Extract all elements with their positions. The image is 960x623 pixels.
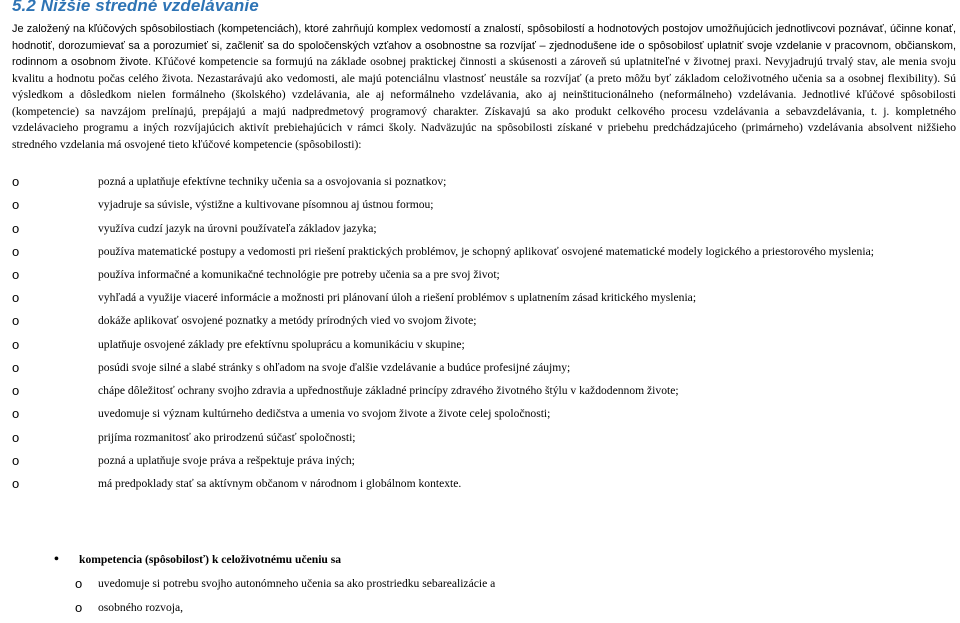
list-item-text: vyhľadá a využije viaceré informácie a možnosti pri plánovaní úloh a riešení problémov s uplatnením zásad kritického myslenia;: [98, 290, 697, 304]
list-item-text: uplatňuje osvojené základy pre efektívnu spoluprácu a komunikáciu v skupine;: [98, 337, 465, 351]
list-marker-icon: o: [12, 266, 20, 282]
intro-rest: Kľúčové kompetencie sa formujú na základe osobnej praktickej činnosti a skúsenosti a zároveň sú uplatniteľné v životnej praxi. Nevyjadrujú trvalý stav, ale menia svoju kvalitu a hodnotu počas celého života. Nezastarávajú ako vedomosti, ale majú potenciálnu vlastnosť neustále sa rozvíjať (a preto môžu byť základom celoživotného učenia sa a osobnej flexibility). Sú výsledkom a dôsledkom nielen formálneho (školského) vzdelávania, ale aj neformálneho vzdelávania, ako aj neinštitucionálneho (neformálneho) vzdelávania. Jednotlivé kľúčové spôsobilosti (kompetencie) sa navzájom prelínajú, prepájajú a majú nadpredmetový programový charakter. Získavajú sa ako produkt celkového procesu vzdelávania a sebavzdelávania, t. j. kompletného vzdelávacieho programu a iných rozvíjajúcich aktivít prebiehajúcich v rámci školy. Nadväzujúc na spôsobilosti získané v priebehu predchádzajúceho (primárneho) vzdelávania absolvent nižšieho stredného vzdelania má osvojené tieto kľúčové kompetencie (spôsobilosti):: [12, 55, 956, 151]
list-item: [12, 174, 956, 190]
list-marker-icon: o: [12, 289, 20, 305]
list-item: [12, 313, 956, 329]
list-item-text: osobného rozvoja,: [98, 600, 184, 614]
list-item-text: dokáže aplikovať osvojené poznatky a metódy prírodných vied vo svojom živote;: [98, 314, 477, 328]
list-item-text: pozná a uplatňuje svoje práva a rešpektuje práva iných;: [98, 454, 355, 468]
list-item-text: posúdi svoje silné a slabé stránky s ohľadom na svoje ďalšie vzdelávanie a budúce profesijné záujmy;: [98, 360, 571, 374]
list-item: [12, 267, 956, 283]
list-marker-icon: o: [12, 383, 20, 399]
list-item-text: uvedomuje si význam kultúrneho dedičstva a umenia vo svojom živote a živote celej spoločnosti;: [98, 407, 551, 421]
list-item: [12, 290, 956, 306]
list-item-text: má predpoklady stať sa aktívnym občanom v národnom i globálnom kontexte.: [98, 477, 462, 491]
list-item-text: chápe dôležitosť ochrany svojho zdravia a upřednostňuje základné princípy zdravého životného štýlu v každodennom živote;: [98, 384, 679, 398]
competence-heading-item: [12, 552, 956, 568]
list-item: [12, 576, 956, 592]
bullet-icon: •: [54, 552, 59, 567]
list-item-text: využíva cudzí jazyk na úrovni používateľa základov jazyka;: [98, 221, 377, 235]
list-item-text: prijíma rozmanitosť ako prirodzenú súčasť spoločnosti;: [98, 430, 356, 444]
list-item-text: uvedomuje si potrebu svojho autonómneho učenia sa ako prostriedku sebarealizácie a: [98, 577, 496, 590]
list-marker-icon: o: [12, 359, 20, 375]
list-marker-icon: o: [75, 576, 83, 591]
list-item-text: používa matematické postupy a vedomosti pri riešení praktických problémov, je schopný aplikovať osvojené matematické modely logického a priestorového myslenia;: [98, 244, 874, 258]
competence-heading: kompetencia (spôsobilosť) k celoživotnému učeniu sa: [79, 553, 342, 566]
list-marker-icon: o: [75, 599, 83, 615]
competence-sub-list: [12, 576, 956, 623]
list-item-text: vyjadruje sa súvisle, výstižne a kultivovane písomnou aj ústnou formou;: [98, 198, 434, 212]
list-item: [12, 383, 956, 399]
list-marker-icon: o: [12, 453, 20, 469]
list-item: [12, 453, 956, 469]
list-item: [12, 360, 956, 376]
list-item: [12, 221, 956, 237]
list-item-text: používa informačné a komunikačné technológie pre potreby učenia sa a pre svoj život;: [98, 267, 500, 281]
list-item: [12, 197, 956, 213]
list-item-text: pozná a uplatňuje efektívne techniky učenia sa a osvojovania si poznatkov;: [98, 175, 447, 188]
list-marker-icon: o: [12, 406, 20, 422]
list-marker-icon: o: [12, 174, 20, 189]
list-marker-icon: o: [12, 313, 20, 329]
list-marker-icon: o: [12, 429, 20, 445]
list-marker-icon: o: [12, 336, 20, 352]
list-marker-icon: o: [12, 220, 20, 236]
section-heading: 5.2 Nižšie stredné vzdelávanie: [12, 0, 259, 15]
key-competences-list: [12, 174, 956, 500]
list-marker-icon: o: [12, 476, 20, 492]
list-marker-icon: o: [12, 243, 20, 259]
intro-first-sentence: Je založený na kľúčových spôsobilostiach (kompetenciách), ktoré zahrňujú komplex vedomostí a znalostí, spôsobilostí a hodnotových postojov umožňujúcich jednotlivcovi poznávať, účinne konať, hodnotiť, dorozumievať sa a porozumieť si, začleniť sa do spoločenských vzťahov a osobnostne sa rozvíjať – zjednodušene ide o spôsobilosť uplatniť svoje vzdelanie v pracovnom, občianskom, rodinnom a osobnom živote.: [12, 23, 956, 68]
list-marker-icon: o: [12, 197, 20, 213]
list-item: [12, 406, 956, 422]
list-item: [12, 430, 956, 446]
list-item: [12, 476, 956, 492]
list-item: [12, 244, 956, 260]
list-item: [12, 337, 956, 353]
intro-paragraph: [12, 21, 956, 153]
list-item: [12, 600, 956, 616]
